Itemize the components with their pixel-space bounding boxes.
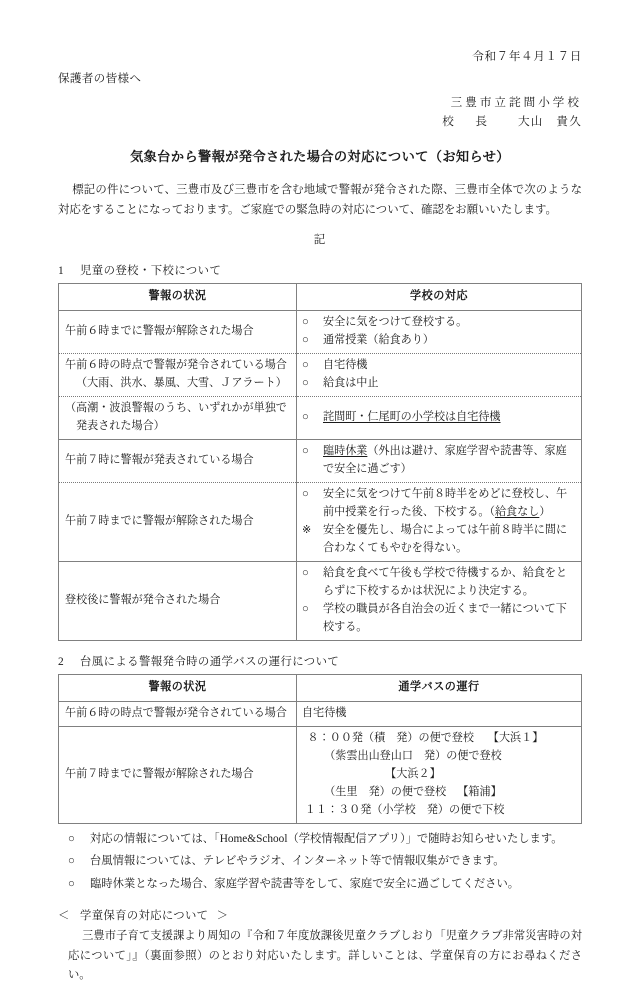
section2-title: 台風による警報発令時の通学バスの運行について (80, 655, 340, 668)
cell-bus-value: 自宅待機 (297, 702, 582, 727)
list-item (302, 486, 576, 522)
condition-main: 午前７時までに警報が解除された場合 (65, 514, 254, 527)
condition-main: 登校後に警報が発令された場合 (65, 593, 221, 606)
response-text: 給食は中止 (323, 377, 379, 390)
response-emphasis: 臨時休業 (323, 444, 368, 457)
list-item (302, 314, 576, 332)
circle-mark-icon: ○ (302, 411, 309, 424)
bus-line (302, 784, 576, 802)
response-list (302, 486, 576, 558)
circle-mark-icon: ○ (302, 602, 309, 615)
cell-condition (59, 439, 297, 482)
bus-route-tag: 【大浜１】 (487, 732, 544, 745)
table-row (59, 354, 582, 397)
cell-condition (59, 727, 297, 824)
condition-main: 午前６時の時点で警報が発令されている場合 (65, 707, 287, 720)
response-list (302, 565, 576, 637)
afterschool-heading (58, 908, 582, 926)
principal-line (58, 113, 582, 131)
bus-line (302, 730, 576, 748)
cell-condition (59, 354, 297, 397)
response-emphasis: 給食なし (494, 505, 540, 518)
list-item (302, 409, 576, 427)
circle-mark-icon: ○ (302, 566, 309, 579)
page-title: 気象台から警報が発令された場合の対応について（お知らせ） (130, 148, 510, 164)
list-item (302, 332, 576, 350)
circle-mark-icon: ○ (302, 334, 309, 347)
section1-title: 児童の登校・下校について (80, 264, 222, 277)
circle-mark-icon: ○ (302, 487, 309, 500)
response-text: 安全を優先し、場合によっては午前８時半に間に合わなくてもやむを得ない。 (323, 523, 568, 554)
col-header-warning-status: 警報の状況 (59, 284, 297, 311)
bus-route-tag: 【箱浦】 (457, 786, 502, 799)
circle-mark-icon: ○ (302, 444, 309, 457)
response-text: 給食を食べて午後も学校で待機するか、給食をとらずに下校するかは状況により決定する。 (323, 566, 568, 597)
bus-line-text: ８：００発（積 発）の便で登校 (307, 732, 474, 745)
cell-response (297, 561, 582, 640)
addressee: 保護者の皆様へ (58, 71, 142, 85)
circle-mark-icon: ○ (68, 833, 75, 846)
section2-heading (58, 654, 582, 672)
table-bus-operation (58, 674, 582, 824)
list-item (302, 565, 576, 601)
cell-condition (59, 482, 297, 561)
bus-line-text: １１：３０発（小学校 発）の便で下校 (304, 804, 505, 817)
response-text: 通常授業（給食あり） (323, 334, 434, 347)
bus-route-tag: 【大浜２】 (385, 768, 441, 781)
list-item (58, 852, 582, 871)
bus-line (302, 748, 576, 766)
kome-mark-icon: ※ (302, 523, 312, 536)
list-item (58, 875, 582, 894)
table-row (59, 439, 582, 482)
cell-condition (59, 397, 297, 440)
table-header-row (59, 284, 582, 311)
school-name: 三豊市立詫間小学校 (450, 95, 582, 109)
bracket-close: ＞ (216, 909, 229, 922)
circle-mark-icon: ○ (68, 855, 75, 868)
cell-bus-schedule (297, 727, 582, 824)
note-text: 臨時休業となった場合、家庭学習や読書等をして、家庭で安全に過ごしてください。 (90, 877, 520, 890)
table-row (59, 397, 582, 440)
bus-line (302, 802, 576, 820)
afterschool-body (58, 927, 582, 985)
circle-mark-icon: ○ (302, 316, 309, 329)
list-item (302, 601, 576, 637)
afterschool-body-text: 三豊市子育て支援課より周知の『令和７年度放課後児童クラブしおり「児童クラブ非常災害時の対応について」』（裏面参照）のとおり対応いたします。詳しいことは、学童保育の方にお尋ねください。 (68, 930, 582, 982)
ki-mark: 記 (313, 232, 327, 246)
response-text (323, 445, 567, 475)
list-item (302, 522, 576, 558)
principal-role: 校 長 (442, 114, 493, 128)
lead-paragraph (58, 181, 582, 220)
response-list (302, 314, 576, 350)
table-row (59, 727, 582, 824)
cell-condition (59, 311, 297, 354)
condition-main: （高潮・波浪警報のうち、いずれかが単独で (65, 402, 287, 415)
col-header-school-response: 学校の対応 (297, 284, 582, 311)
condition-main: 午前６時の時点で警報が発令されている場合 (65, 359, 287, 372)
afterschool-title: 学童保育の対応について (80, 909, 209, 922)
response-text: 自宅待機 (323, 359, 368, 372)
cell-response (297, 354, 582, 397)
sender-block (58, 94, 582, 131)
lead-text: 標記の件について、三豊市及び三豊市を含む地域で警報が発令された際、三豊市全体で次のような対応をすることになっております。ご家庭での緊急時の対応について、確認をお願いいたします。 (58, 184, 582, 216)
note-text: 台風情報については、テレビやラジオ、インターネット等で情報収集ができます。 (90, 855, 505, 868)
bus-line-text: （生里 発）の便で登校 (324, 786, 447, 799)
cell-response (297, 311, 582, 354)
condition-sub: （大雨、洪水、暴風、大雪、Ｊアラート） (76, 377, 287, 390)
issue-date: 令和７年４月１７日 (472, 50, 582, 63)
note-text: 対応の情報については、「Home&School（学校情報配信アプリ）」で随時お知らせいたします。 (90, 833, 563, 846)
circle-mark-icon: ○ (302, 377, 309, 390)
response-text: 安全に気をつけて登校する。 (323, 316, 468, 329)
section2-number: 2 (58, 655, 65, 668)
list-item (58, 830, 582, 849)
response-rest: （外出は避け、家庭学習や読書等、家庭で安全に過ごす） (323, 444, 567, 475)
bracket-open: ＜ (58, 909, 70, 922)
condition-main: 午前７時に警報が発表されている場合 (65, 453, 254, 466)
list-item (302, 357, 576, 375)
response-text: 安全に気をつけて午前８時半をめどに登校し、午前中授業を行った後、下校する。（給食なし） (323, 487, 568, 518)
table-row (59, 561, 582, 640)
cell-response (297, 439, 582, 482)
table-header-row (59, 675, 582, 702)
section1-heading (58, 263, 582, 281)
table-row (59, 702, 582, 727)
condition-main: 午前７時までに警報が解除された場合 (65, 768, 254, 781)
table-row (59, 311, 582, 354)
cell-response (297, 482, 582, 561)
circle-mark-icon: ○ (68, 877, 75, 890)
list-item (302, 443, 576, 479)
table-row (59, 482, 582, 561)
response-text: 詫間町・仁尾町の小学校は自宅待機 (323, 411, 501, 424)
notes-list (58, 830, 582, 894)
section1-number: 1 (58, 264, 65, 277)
circle-mark-icon: ○ (302, 359, 309, 372)
principal-name: 大山 貴久 (518, 114, 582, 128)
col-header-bus-operation: 通学バスの運行 (297, 675, 582, 702)
response-list (302, 409, 576, 427)
bus-line (302, 766, 576, 784)
condition-sub: 発表された場合） (76, 420, 165, 432)
response-list (302, 357, 576, 393)
col-header-warning-status: 警報の状況 (59, 675, 297, 702)
cell-condition (59, 702, 297, 727)
condition-main: 午前６時までに警報が解除された場合 (65, 325, 254, 338)
bus-line-text: （紫雲出山登山口 発）の便で登校 (324, 750, 502, 763)
response-list (302, 443, 576, 479)
cell-response (297, 397, 582, 440)
table-attendance (58, 283, 582, 640)
cell-condition (59, 561, 297, 640)
response-text: 学校の職員が各自治会の近くまで一緒について下校する。 (323, 602, 567, 633)
list-item (302, 375, 576, 393)
